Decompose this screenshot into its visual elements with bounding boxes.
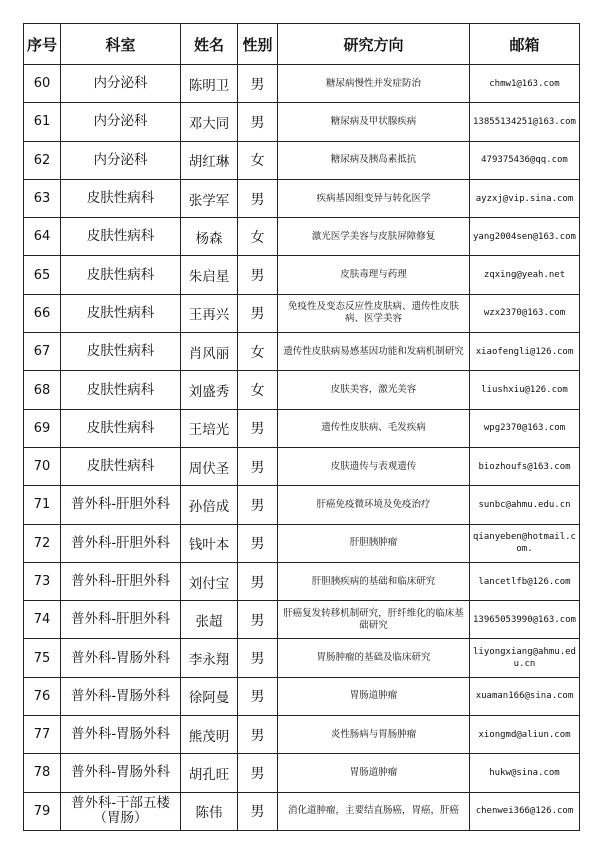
row-number: 71 [24,486,61,524]
name-cell: 陈明卫 [181,65,238,103]
email-cell: chmw1@163.com [470,65,580,103]
department-cell: 内分泌科 [61,141,181,179]
table-header-row [24,24,580,65]
gender-cell: 男 [238,294,278,332]
row-number: 62 [24,141,61,179]
header-research: 研究方向 [278,24,470,65]
email-cell: xiongmd@aliun.com [470,716,580,754]
gender-cell: 男 [238,792,278,830]
name-cell: 朱启星 [181,256,238,294]
research-cell: 皮肤毒理与药理 [278,256,470,294]
row-number: 70 [24,447,61,485]
gender-cell: 男 [238,65,278,103]
table-row [24,141,580,179]
table-body [24,65,580,831]
department-cell: 内分泌科 [61,103,181,141]
name-cell: 熊茂明 [181,716,238,754]
row-number: 69 [24,409,61,447]
name-cell: 刘付宝 [181,562,238,600]
gender-cell: 男 [238,716,278,754]
gender-cell: 女 [238,141,278,179]
research-cell: 激光医学美容与皮肤屏障修复 [278,218,470,256]
header-num: 序号 [24,24,61,65]
research-cell: 肝胆胰疾病的基础和临床研究 [278,562,470,600]
gender-cell: 男 [238,639,278,677]
department-cell: 皮肤性病科 [61,371,181,409]
name-cell: 胡红琳 [181,141,238,179]
department-cell: 普外科-肝胆外科 [61,562,181,600]
row-number: 67 [24,333,61,371]
row-number: 74 [24,601,61,639]
table-row [24,754,580,792]
name-cell: 肖风丽 [181,333,238,371]
name-cell: 胡孔旺 [181,754,238,792]
row-number: 60 [24,65,61,103]
name-cell: 孙倍成 [181,486,238,524]
table-row [24,486,580,524]
department-cell: 普外科-胃肠外科 [61,716,181,754]
email-cell: 13855134251@163.com [470,103,580,141]
research-cell: 糖尿病及甲状腺疾病 [278,103,470,141]
department-cell: 皮肤性病科 [61,333,181,371]
table-row [24,179,580,217]
research-cell: 糖尿病及胰岛素抵抗 [278,141,470,179]
research-cell: 肝胆胰肿瘤 [278,524,470,562]
table-row [24,103,580,141]
email-cell: biozhoufs@163.com [470,447,580,485]
gender-cell: 男 [238,524,278,562]
email-cell: wzx2370@163.com [470,294,580,332]
name-cell: 张超 [181,601,238,639]
table-row [24,639,580,677]
department-cell: 普外科-胃肠外科 [61,639,181,677]
gender-cell: 男 [238,754,278,792]
gender-cell: 男 [238,256,278,294]
table-row [24,409,580,447]
research-cell: 免疫性及变态反应性皮肤病、遗传性皮肤病、医学美容 [278,294,470,332]
table-row [24,294,580,332]
row-number: 65 [24,256,61,294]
table-row [24,371,580,409]
department-cell: 内分泌科 [61,65,181,103]
name-cell: 王培光 [181,409,238,447]
department-cell: 普外科-肝胆外科 [61,486,181,524]
table-row [24,447,580,485]
department-cell: 普外科-胃肠外科 [61,677,181,715]
department-cell: 皮肤性病科 [61,409,181,447]
email-cell: 13965053990@163.com [470,601,580,639]
research-cell: 炎性肠病与胃肠肿瘤 [278,716,470,754]
email-cell: liyongxiang@ahmu.edu.cn [470,639,580,677]
row-number: 73 [24,562,61,600]
row-number: 68 [24,371,61,409]
email-cell: ayzxj@vip.sina.com [470,179,580,217]
research-cell: 肝癌复发转移机制研究，肝纤维化的临床基础研究 [278,601,470,639]
research-cell: 皮肤遗传与表观遗传 [278,447,470,485]
research-cell: 糖尿病慢性并发症防治 [278,65,470,103]
row-number: 64 [24,218,61,256]
row-number: 78 [24,754,61,792]
department-cell: 普外科-肝胆外科 [61,601,181,639]
row-number: 63 [24,179,61,217]
row-number: 66 [24,294,61,332]
research-cell: 胃肠肿瘤的基础及临床研究 [278,639,470,677]
table-row [24,562,580,600]
gender-cell: 男 [238,103,278,141]
row-number: 79 [24,792,61,830]
gender-cell: 女 [238,333,278,371]
research-cell: 胃肠道肿瘤 [278,677,470,715]
email-cell: wpg2370@163.com [470,409,580,447]
research-cell: 遗传性皮肤病易感基因功能和发病机制研究 [278,333,470,371]
email-cell: liushxiu@126.com [470,371,580,409]
research-cell: 遗传性皮肤病、毛发疾病 [278,409,470,447]
department-cell: 皮肤性病科 [61,294,181,332]
department-cell: 皮肤性病科 [61,179,181,217]
email-cell: 479375436@qq.com [470,141,580,179]
email-cell: zqxing@yeah.net [470,256,580,294]
gender-cell: 女 [238,218,278,256]
header-dept: 科室 [61,24,181,65]
email-cell: lancetlfb@126.com [470,562,580,600]
name-cell: 邓大同 [181,103,238,141]
name-cell: 李永翔 [181,639,238,677]
department-cell: 皮肤性病科 [61,256,181,294]
email-cell: sunbc@ahmu.edu.cn [470,486,580,524]
header-email: 邮箱 [470,24,580,65]
gender-cell: 男 [238,447,278,485]
name-cell: 周伏圣 [181,447,238,485]
name-cell: 杨森 [181,218,238,256]
name-cell: 徐阿曼 [181,677,238,715]
gender-cell: 男 [238,409,278,447]
department-cell: 普外科-胃肠外科 [61,754,181,792]
gender-cell: 男 [238,486,278,524]
department-cell: 普外科-干部五楼（胃肠） [61,792,181,830]
name-cell: 王再兴 [181,294,238,332]
name-cell: 张学军 [181,179,238,217]
department-cell: 皮肤性病科 [61,447,181,485]
research-cell: 肝癌免疫微环境及免疫治疗 [278,486,470,524]
row-number: 75 [24,639,61,677]
name-cell: 刘盛秀 [181,371,238,409]
table-row [24,218,580,256]
table-row [24,677,580,715]
email-cell: hukw@sina.com [470,754,580,792]
row-number: 77 [24,716,61,754]
email-cell: chenwei366@126.com [470,792,580,830]
name-cell: 陈伟 [181,792,238,830]
research-cell: 疾病基因组变异与转化医学 [278,179,470,217]
gender-cell: 男 [238,562,278,600]
table-row [24,65,580,103]
gender-cell: 男 [238,179,278,217]
name-cell: 钱叶本 [181,524,238,562]
department-cell: 皮肤性病科 [61,218,181,256]
table-row [24,601,580,639]
email-cell: xiaofengli@126.com [470,333,580,371]
table-row [24,716,580,754]
research-cell: 胃肠道肿瘤 [278,754,470,792]
header-name: 姓名 [181,24,238,65]
gender-cell: 男 [238,601,278,639]
department-cell: 普外科-肝胆外科 [61,524,181,562]
table-row [24,524,580,562]
row-number: 72 [24,524,61,562]
email-cell: xuaman166@sina.com [470,677,580,715]
table-row [24,256,580,294]
email-cell: yang2004sen@163.com [470,218,580,256]
row-number: 76 [24,677,61,715]
email-cell: qianyeben@hotmail.com. [470,524,580,562]
research-cell: 消化道肿瘤，主要结直肠癌，胃癌，肝癌 [278,792,470,830]
researcher-table [23,23,580,831]
header-gender: 性别 [238,24,278,65]
row-number: 61 [24,103,61,141]
table-row [24,333,580,371]
research-cell: 皮肤美容，激光美容 [278,371,470,409]
table-row [24,792,580,830]
gender-cell: 男 [238,677,278,715]
gender-cell: 女 [238,371,278,409]
